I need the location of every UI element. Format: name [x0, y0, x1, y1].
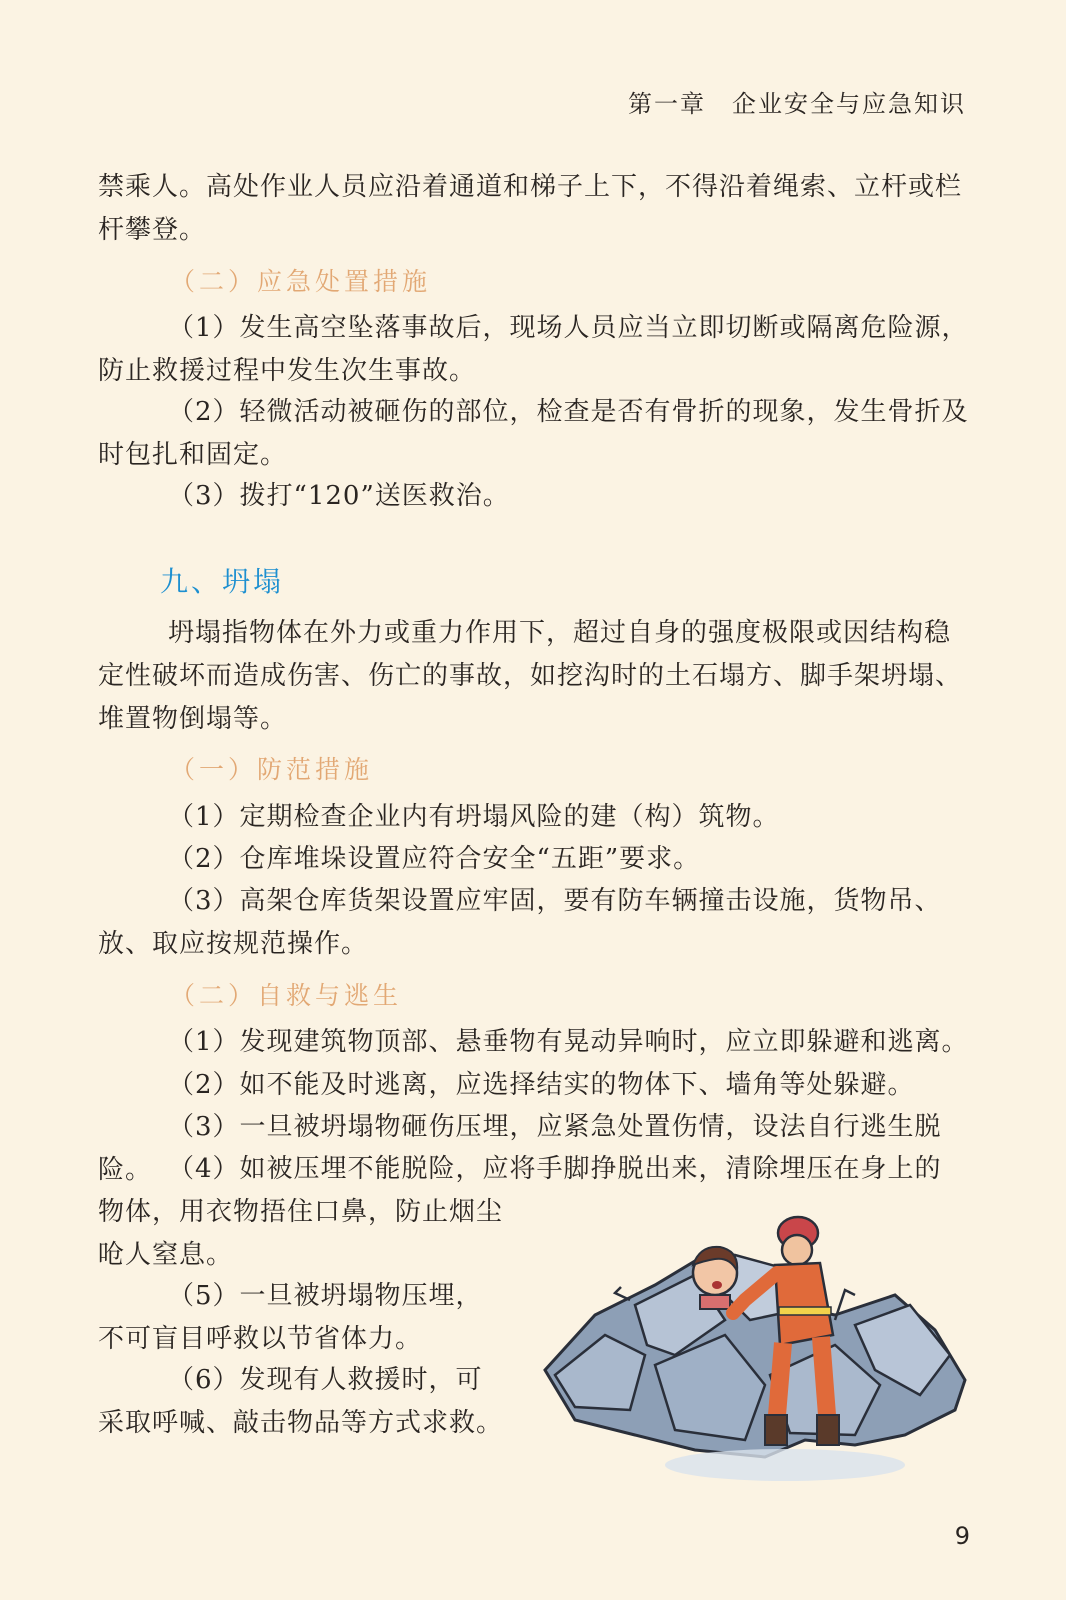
- subheading-self-rescue: （二）自救与逃生: [170, 981, 403, 1010]
- emergency-item-1: （1）发生高空坠落事故后，现场人员应当立即切断或隔离危险源，防止救援过程中发生次生事故。: [98, 313, 969, 386]
- page-number: 9: [954, 1522, 970, 1550]
- rescue-item-4-line2: 物体，用衣物捂住口鼻，防止烟尘呛人窒息。: [98, 1197, 504, 1270]
- paragraph-continued: 禁乘人。高处作业人员应沿着通道和梯子上下，不得沿着绳索、立杆或栏杆攀登。: [98, 172, 963, 245]
- rescue-item-3: （3）一旦被坍塌物砸伤压埋，应紧急处置伤情，设法自行逃生脱险。: [98, 1112, 942, 1185]
- rescue-item-2: （2）如不能及时逃离，应选择结实的物体下、墙角等处躲避。: [168, 1070, 915, 1100]
- collapse-definition: 坍塌指物体在外力或重力作用下，超过自身的强度极限或因结构稳定性破坏而造成伤害、伤亡的事故，如挖沟时的土石塌方、脚手架坍塌、堆置物倒塌等。: [98, 618, 963, 734]
- trapped-person: [693, 1247, 737, 1309]
- emergency-item-2: （2）轻微活动被砸伤的部位，检查是否有骨折的现象，发生骨折及时包扎和固定。: [98, 397, 969, 470]
- prevention-item-1: （1）定期检查企业内有坍塌风险的建（构）筑物。: [168, 802, 780, 832]
- section-heading-collapse: 九、坍塌: [160, 565, 285, 598]
- subheading-prevention: （一）防范措施: [170, 755, 374, 784]
- prevention-item-3: （3）高架仓库货架设置应牢固，要有防车辆撞击设施，货物吊、放、取应按规范操作。: [98, 886, 942, 959]
- emergency-item-3: （3）拨打“120”送医救治。: [168, 481, 510, 511]
- rescue-item-1: （1）发现建筑物顶部、悬垂物有晃动异响时，应立即躲避和逃离。: [168, 1027, 969, 1057]
- rescue-illustration: [535, 1195, 975, 1495]
- rescue-item-4-line1: （4）如被压埋不能脱险，应将手脚挣脱出来，清除埋压在身上的: [168, 1154, 942, 1184]
- rescue-item-5: （5）一旦被坍塌物压埋，不可盲目呼救以节省体力。: [98, 1281, 483, 1354]
- prevention-item-2: （2）仓库堆垛设置应符合安全“五距”要求。: [168, 844, 701, 874]
- chapter-header: 第一章 企业安全与应急知识: [628, 90, 966, 118]
- rescue-item-6: （6）发现有人救援时，可采取呼喊、敲击物品等方式求救。: [98, 1365, 504, 1438]
- subheading-emergency-measures: （二）应急处置措施: [170, 267, 432, 296]
